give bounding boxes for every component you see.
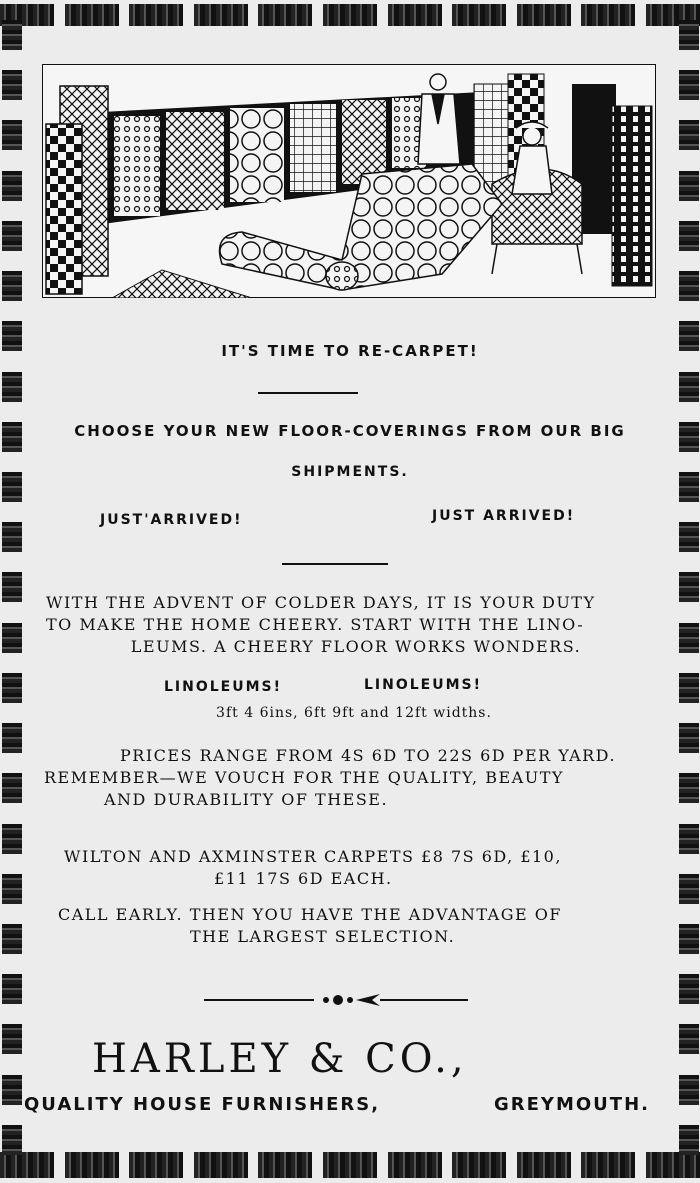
border-top xyxy=(0,4,700,26)
border-left xyxy=(2,20,22,1155)
prices-paragraph xyxy=(44,745,664,811)
advent-line: LEUMS. A CHEERY FLOOR WORKS WONDERS. xyxy=(130,637,582,656)
call-early-paragraph xyxy=(44,904,664,948)
divider-rule xyxy=(258,392,358,394)
border-right xyxy=(679,20,699,1155)
advent-line: TO MAKE THE HOME CHEERY. START WITH THE LINO- xyxy=(46,615,585,634)
prices-line: REMEMBER—WE VOUCH FOR THE QUALITY, BEAUTY xyxy=(44,768,564,787)
prices-line: PRICES RANGE FROM 4S 6D TO 22S 6D PER YARD. xyxy=(120,746,617,765)
call-line: THE LARGEST SELECTION. xyxy=(190,927,456,946)
border-bottom xyxy=(0,1152,700,1178)
linoleums-left: LINOLEUMS! xyxy=(164,679,282,695)
firm-name: HARLEY & CO., xyxy=(92,1036,468,1082)
just-arrived-left: JUST'ARRIVED! xyxy=(100,512,243,528)
divider-rule xyxy=(282,563,388,565)
carpets-paragraph xyxy=(44,846,664,890)
call-line: CALL EARLY. THEN YOU HAVE THE ADVANTAGE OF xyxy=(58,905,562,924)
advent-paragraph xyxy=(46,592,666,658)
advent-line: WITH THE ADVENT OF COLDER DAYS, IT IS YOUR DUTY xyxy=(46,593,596,612)
carpets-line: £11 17S 6D EACH. xyxy=(214,869,393,888)
just-arrived-right: JUST ARRIVED! xyxy=(432,508,576,524)
headline: IT'S TIME TO RE-CARPET! xyxy=(221,342,479,360)
carpet-showroom-illustration-icon xyxy=(42,64,656,298)
tagline-right: GREYMOUTH. xyxy=(494,1094,650,1115)
linoleums-right: LINOLEUMS! xyxy=(364,677,482,693)
tagline-left: QUALITY HOUSE FURNISHERS, xyxy=(24,1094,381,1115)
prices-line: AND DURABILITY OF THESE. xyxy=(104,790,389,809)
choose-line-2: SHIPMENTS. xyxy=(291,464,409,480)
ornament-divider-icon xyxy=(204,990,468,1010)
widths-text: 3ft 4 6ins, 6ft 9ft and 12ft widths. xyxy=(216,705,492,721)
choose-line-1: CHOOSE YOUR NEW FLOOR-COVERINGS FROM OUR BIG xyxy=(74,422,626,440)
carpets-line: WILTON AND AXMINSTER CARPETS £8 7S 6D, £10, xyxy=(64,847,562,866)
